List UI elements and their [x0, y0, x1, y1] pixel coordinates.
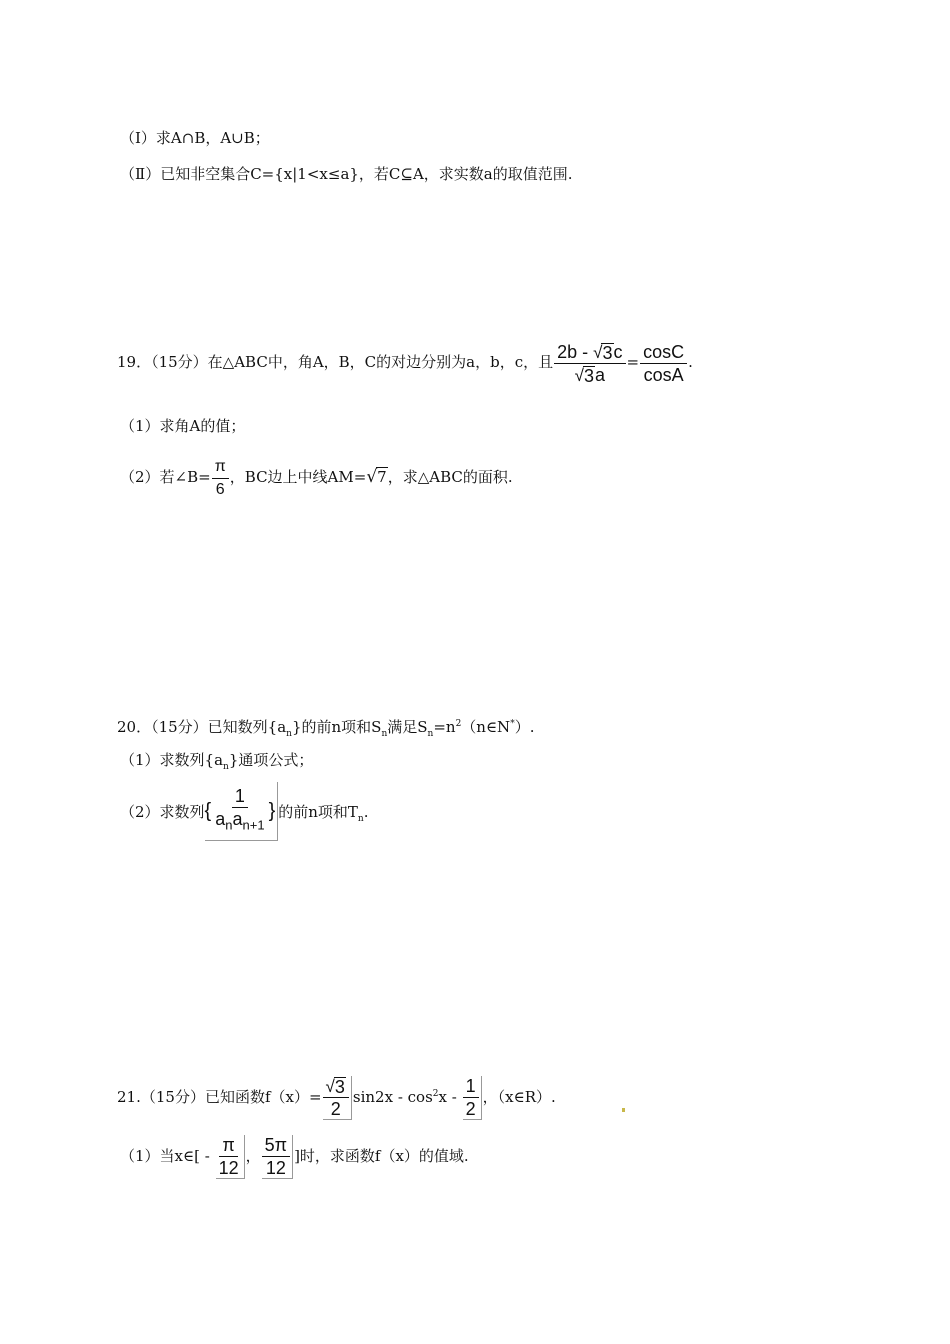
q19-part2-frac-den: 6 — [215, 480, 225, 498]
q20-frac-den-sub1: n — [225, 817, 233, 833]
q18-part1: （Ⅰ）求A∩B，A∪B； — [120, 129, 270, 147]
q19-frac1-num-radicand: 3 — [602, 342, 613, 363]
q21-lead-a: 21.（15分）已知函数f（x）= — [117, 1088, 322, 1106]
q21-frac2-num: 1 — [463, 1076, 479, 1098]
q21-part1-a: （1）当x∈[ - — [120, 1147, 215, 1165]
q20-fraction — [212, 786, 267, 836]
q20-frac-den-b: a — [232, 809, 243, 830]
q19-part2-b: ，BC边上中线AM= — [229, 468, 367, 486]
q20-lead-b: }的前n项和S — [291, 718, 382, 736]
q19-fraction-1 — [554, 342, 625, 385]
q21-frac1-den: 2 — [330, 1099, 341, 1119]
q20-part2-b: 的前n项和T — [278, 803, 358, 821]
q20-frac-den-sub2: n+1 — [242, 817, 265, 833]
q20-sequence-image — [205, 782, 279, 841]
sqrt-icon: √ 3 — [325, 1077, 345, 1097]
q20-lead-c: 满足S — [387, 718, 428, 736]
q21-p1-frac2-num: 5π — [262, 1135, 290, 1157]
q21-mid-a: sin2x - cos — [352, 1088, 433, 1106]
q20-lead-sup: 2 — [455, 719, 462, 729]
q18-part2: （Ⅱ）已知非空集合C={x|1<x≤a}，若C⊆A，求实数a的取值范围. — [120, 165, 573, 183]
q19-part1: （1）求角A的值； — [120, 417, 246, 435]
q19-end: . — [688, 353, 693, 371]
q21-frac2-den: 2 — [465, 1099, 476, 1119]
q19-frac1-num-a: 2b - — [557, 341, 594, 362]
q20-lead-a: 20．（15分）已知数列{a — [117, 718, 287, 736]
q19-frac1-num-c: c — [613, 341, 623, 362]
q19-frac1-den-b: a — [594, 364, 605, 385]
q21-comma: ， — [245, 1147, 261, 1165]
q19-part2-sqrt-radicand: 7 — [377, 468, 387, 486]
q19-lead-text: 19．（15分）在△ABC中，角A，B，C的对边分别为a，b，c，且 — [117, 353, 554, 371]
q20-lead-sub: n — [286, 729, 292, 739]
q21-p1-frac1-den: 12 — [218, 1158, 239, 1178]
q21-part1-b: ]时，求函数f（x）的值域. — [294, 1147, 469, 1165]
q20-part2-c: . — [363, 803, 369, 821]
q21-frac1-num: 3 — [334, 1077, 345, 1097]
q21-part1 — [120, 1128, 469, 1184]
q21-fraction-2 — [463, 1076, 482, 1120]
q20-lead-d: =n — [433, 718, 456, 736]
stray-mark — [622, 1108, 625, 1112]
q21-lead — [117, 1064, 556, 1127]
q19-equals: = — [626, 353, 640, 371]
q20-part1-a: （1）求数列{a — [120, 751, 224, 769]
q20-frac-den-a: a — [215, 809, 226, 830]
q20-brace-right: } — [268, 800, 276, 822]
q20-part1-b: }通项公式； — [228, 751, 314, 769]
q21-p1-frac1-num: π — [219, 1135, 237, 1157]
q19-part2-frac-num: π — [212, 457, 229, 479]
q20-part2-sub: n — [357, 814, 364, 824]
q21-mid-b: x - — [438, 1088, 462, 1106]
q20-lead-sub2: n — [381, 729, 388, 739]
q19-part2-a: （2）若∠B= — [120, 468, 211, 486]
q20-frac-num: 1 — [232, 786, 248, 808]
q19-frac1-den-radicand: 3 — [583, 365, 594, 386]
q20-brace-left: { — [204, 800, 212, 822]
q20-lead — [117, 714, 534, 744]
q20-lead-e: （n∈N — [461, 718, 511, 736]
sqrt-icon: √ 3 — [574, 365, 594, 386]
q20-part1-sub: n — [223, 762, 229, 772]
q19-fraction-2 — [640, 342, 687, 385]
q20-lead-f: ）. — [514, 718, 535, 736]
sqrt-icon: √ 3 — [593, 342, 613, 363]
q20-lead-sup2: * — [510, 719, 515, 729]
q21-fraction-1 — [323, 1076, 352, 1120]
q19-frac2-num: cosC — [640, 342, 687, 364]
q21-part1-fraction-1 — [216, 1135, 245, 1179]
q19-part2-c: ，求△ABC的面积. — [387, 468, 513, 486]
q21-p1-frac2-den: 12 — [265, 1158, 286, 1178]
q19-part2-fraction — [212, 457, 229, 500]
q21-part1-fraction-2 — [262, 1135, 293, 1179]
q20-lead-sub3: n — [427, 729, 434, 739]
q19-frac2-den: cosA — [643, 364, 684, 385]
q21-mid-sup: 2 — [432, 1089, 439, 1099]
q19-lead — [117, 332, 693, 392]
q20-part2 — [120, 782, 369, 848]
q20-part1 — [120, 750, 313, 777]
q21-lead-b: ，（x∈R）. — [482, 1088, 556, 1106]
q19-part2 — [120, 450, 513, 504]
q20-part2-a: （2）求数列 — [120, 803, 205, 821]
sqrt-icon: √ 7 — [366, 467, 387, 487]
